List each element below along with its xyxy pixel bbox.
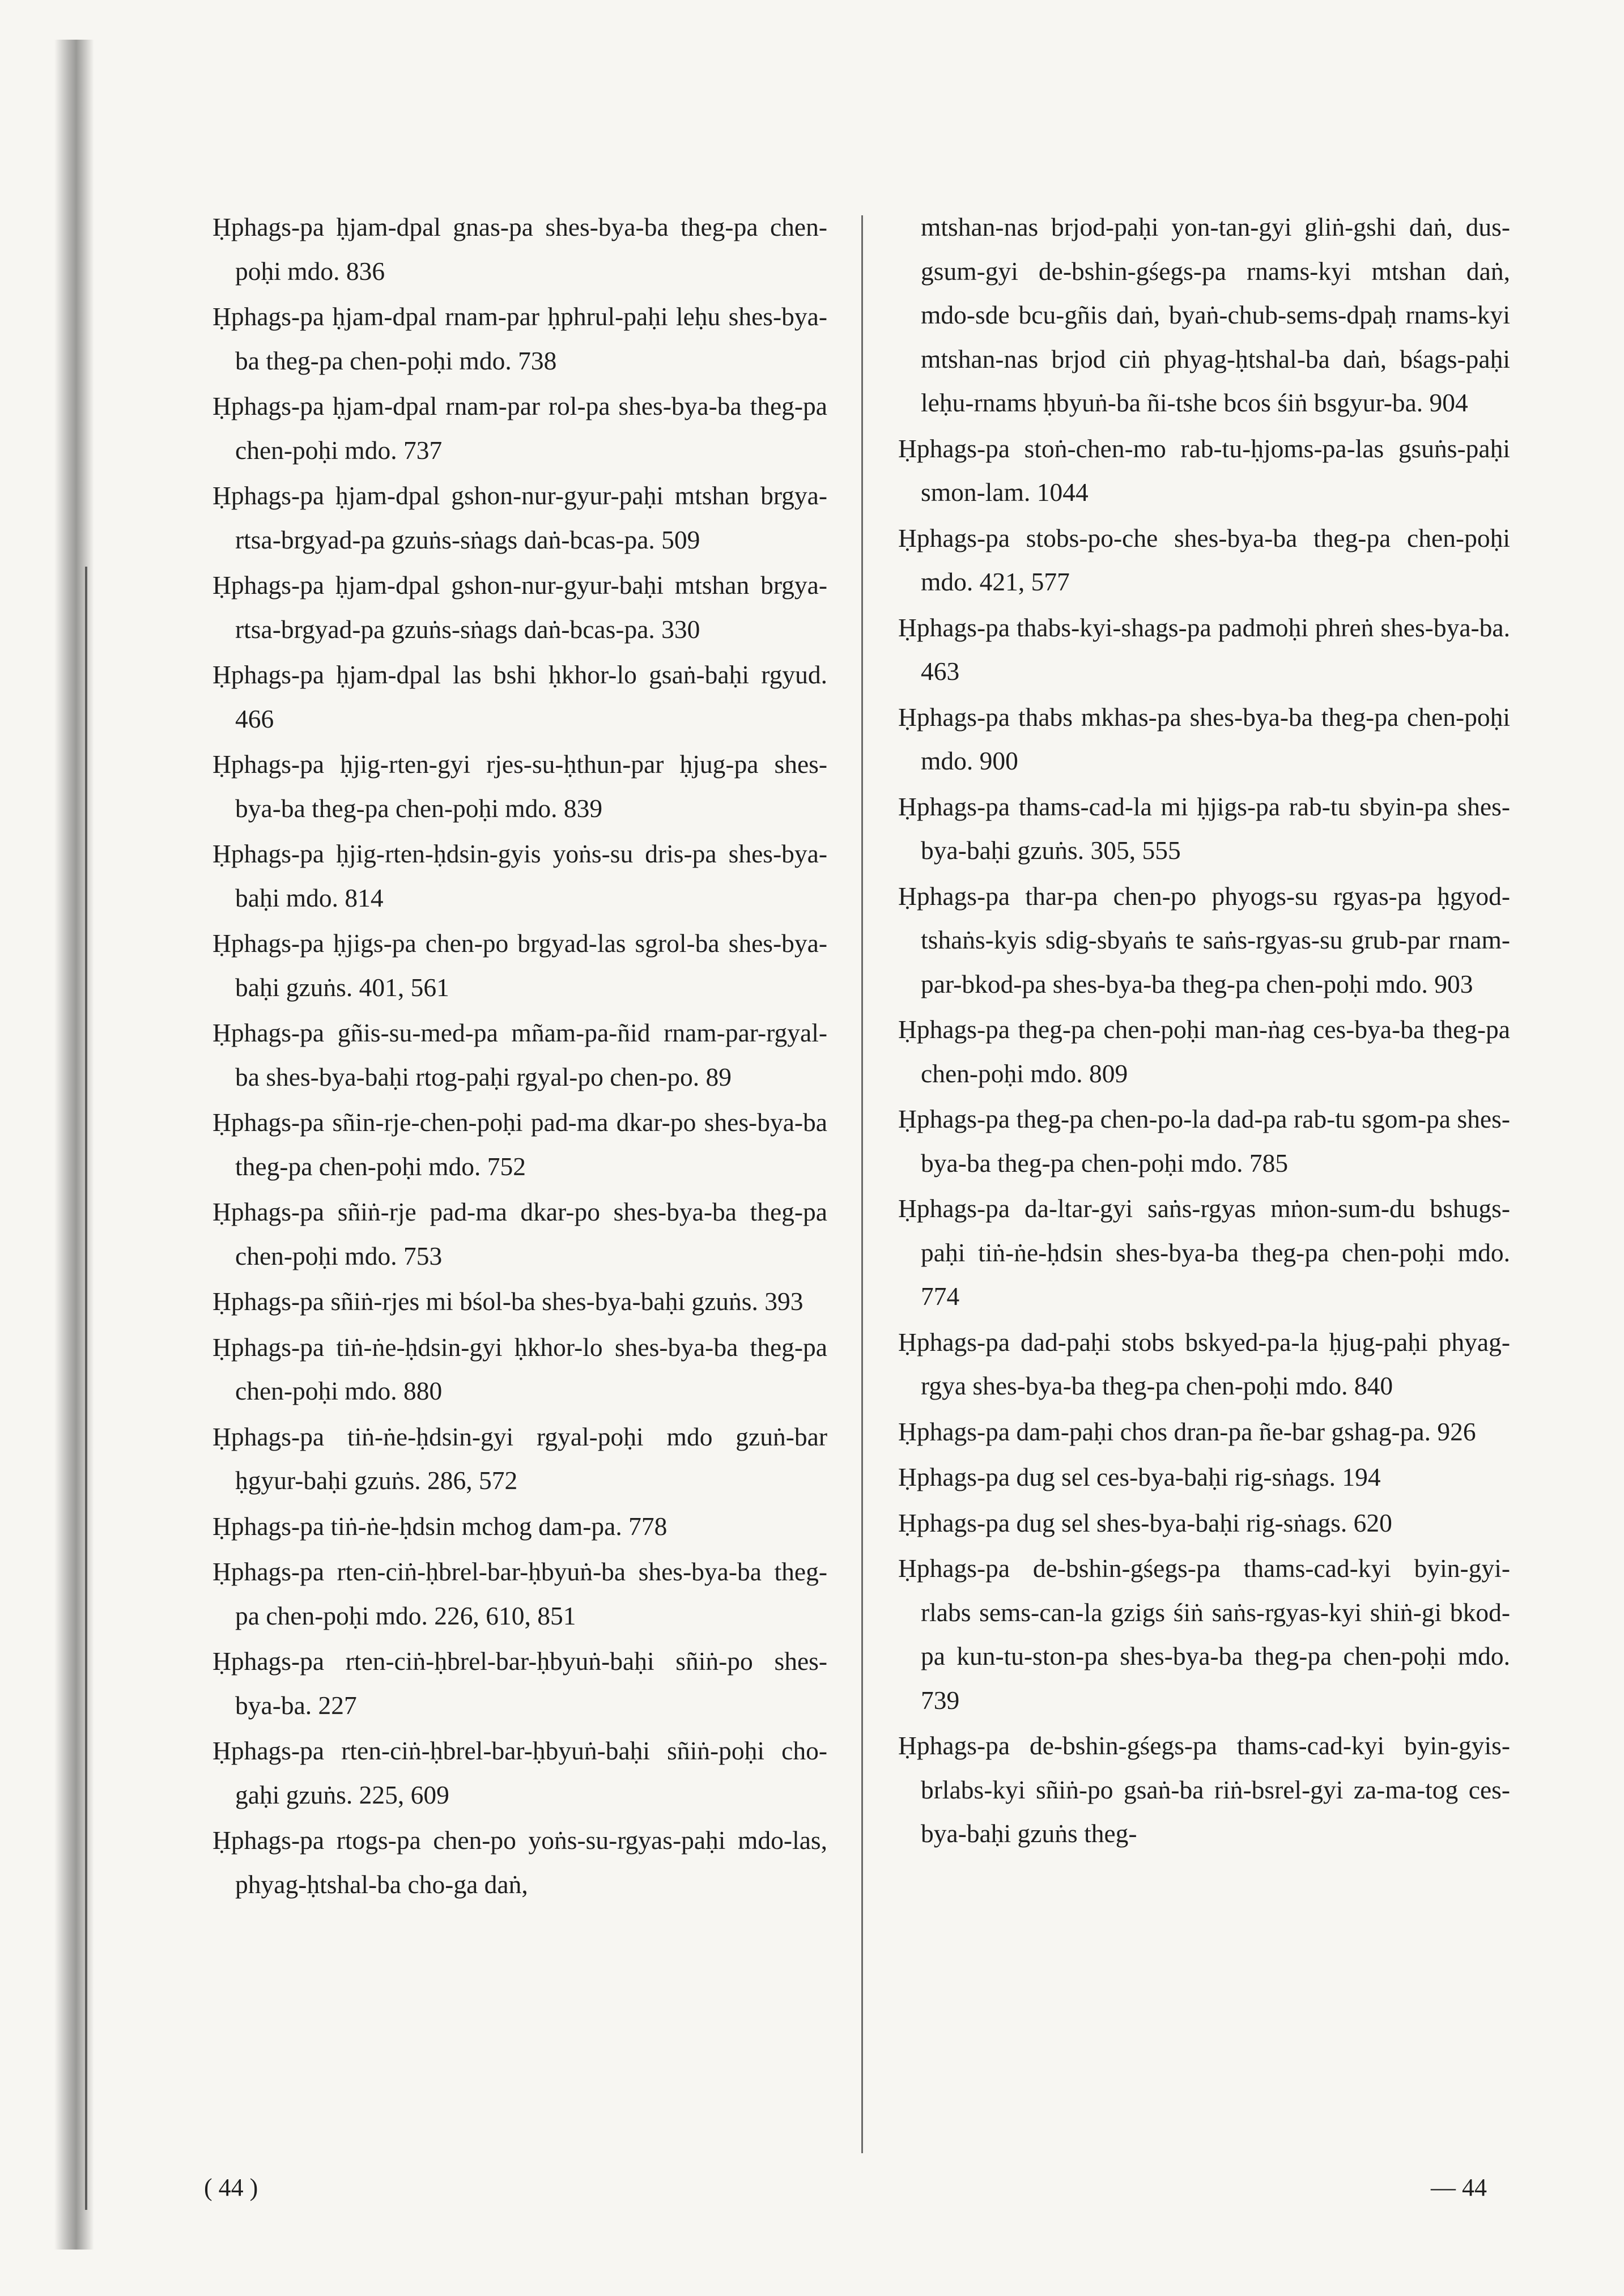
index-entry-continuation: mtshan-nas brjod-paḥi yon-tan-gyi gliṅ-gshi daṅ, dus-gsum-gyi de-bshin-gśegs-pa rnams-kyi mtshan daṅ, mdo-sde bcu-gñis daṅ, byaṅ-chub-sems-dpaḥ rnams-kyi mtshan-nas brjod ciṅ phyag-ḥtshal-ba daṅ, bśags-paḥi leḥu-rnams ḥbyuṅ-ba ñi-tshe bcos śiṅ bsgyur-ba. 904: [921, 212, 1510, 417]
index-entry: Ḥphags-pa de-bshin-gśegs-pa thams-cad-kyi byin-gyi-rlabs sems-can-la gzigs śiṅ saṅs-rgyas-kyi shiṅ-gi bkod-pa kun-tu-ston-pa shes-bya-ba theg-pa chen-poḥi mdo. 739: [898, 1554, 1510, 1715]
index-entry: Ḥphags-pa dam-paḥi chos dran-pa ñe-bar gshag-pa. 926: [898, 1417, 1476, 1446]
index-entry: Ḥphags-pa ḥjam-dpal rnam-par ḥphrul-paḥi leḥu shes-bya-ba theg-pa chen-poḥi mdo. 738: [212, 302, 827, 375]
index-entry: Ḥphags-pa de-bshin-gśegs-pa thams-cad-kyi byin-gyis-brlabs-kyi sñiṅ-po gsaṅ-ba riṅ-bsrel-gyi za-ma-tog ces-bya-baḥi gzuṅs theg-: [898, 1731, 1510, 1848]
index-entry: Ḥphags-pa sñiṅ-rjes mi bśol-ba shes-bya-baḥi gzuṅs. 393: [212, 1287, 804, 1316]
index-entry: Ḥphags-pa rten-ciṅ-ḥbrel-bar-ḥbyuṅ-ba shes-bya-ba theg-pa chen-poḥi mdo. 226, 610, 851: [212, 1557, 827, 1630]
index-entry: Ḥphags-pa ḥjam-dpal gnas-pa shes-bya-ba theg-pa chen-poḥi mdo. 836: [212, 212, 827, 286]
index-entry: Ḥphags-pa ḥjam-dpal rnam-par rol-pa shes-bya-ba theg-pa chen-poḥi mdo. 737: [212, 392, 827, 465]
index-entry: Ḥphags-pa dad-paḥi stobs bskyed-pa-la ḥjug-paḥi phyag-rgya shes-bya-ba theg-pa chen-poḥi mdo. 840: [898, 1327, 1510, 1400]
index-entry: Ḥphags-pa theg-pa chen-poḥi man-ṅag ces-bya-ba theg-pa chen-poḥi mdo. 809: [898, 1015, 1510, 1088]
column-divider: [861, 215, 863, 2153]
index-entry: Ḥphags-pa ḥjigs-pa chen-po brgyad-las sgrol-ba shes-bya-baḥi gzuṅs. 401, 561: [212, 929, 827, 1002]
index-entry: Ḥphags-pa rten-ciṅ-ḥbrel-bar-ḥbyuṅ-baḥi sñiṅ-po shes-bya-ba. 227: [212, 1647, 827, 1720]
index-entry: Ḥphags-pa tiṅ-ṅe-ḥdsin-gyi rgyal-poḥi mdo gzuṅ-bar ḥgyur-baḥi gzuṅs. 286, 572: [212, 1422, 827, 1495]
index-entry: Ḥphags-pa gñis-su-med-pa mñam-pa-ñid rnam-par-rgyal-ba shes-bya-baḥi rtog-paḥi rgyal-po chen-po. 89: [212, 1018, 827, 1091]
index-entry: Ḥphags-pa thams-cad-la mi ḥjigs-pa rab-tu sbyin-pa shes-bya-baḥi gzuṅs. 305, 555: [898, 792, 1510, 865]
index-entry: Ḥphags-pa sñiṅ-rje pad-ma dkar-po shes-bya-ba theg-pa chen-poḥi mdo. 753: [212, 1197, 827, 1270]
index-entry: Ḥphags-pa ḥjam-dpal gshon-nur-gyur-paḥi mtshan brgya-rtsa-brgyad-pa gzuṅs-sṅags daṅ-bcas-pa. 509: [212, 481, 827, 554]
index-entry: Ḥphags-pa ḥjam-dpal gshon-nur-gyur-baḥi mtshan brgya-rtsa-brgyad-pa gzuṅs-sṅags daṅ-bcas-pa. 330: [212, 571, 827, 644]
index-entry: Ḥphags-pa da-ltar-gyi saṅs-rgyas mṅon-sum-du bshugs-paḥi tiṅ-ṅe-ḥdsin shes-bya-ba theg-pa chen-poḥi mdo. 774: [898, 1194, 1510, 1311]
page-number-right: — 44: [1431, 2174, 1487, 2201]
index-entry: Ḥphags-pa tiṅ-ṅe-ḥdsin-gyi ḥkhor-lo shes-bya-ba theg-pa chen-poḥi mdo. 880: [212, 1332, 827, 1405]
index-entry: Ḥphags-pa stoṅ-chen-mo rab-tu-ḥjoms-pa-las gsuṅs-paḥi smon-lam. 1044: [898, 433, 1510, 507]
index-entry: Ḥphags-pa dug sel shes-bya-baḥi rig-sṅags. 620: [898, 1508, 1392, 1537]
page-binding-shadow: [54, 40, 94, 2250]
right-column: [898, 205, 1510, 1857]
index-entry: Ḥphags-pa thar-pa chen-po phyogs-su rgyas-pa ḥgyod-tshaṅs-kyis sdig-sbyaṅs te saṅs-rgyas-su grub-par rnam-par-bkod-pa shes-bya-ba theg-pa chen-poḥi mdo. 903: [898, 881, 1510, 998]
index-entry: Ḥphags-pa rten-ciṅ-ḥbrel-bar-ḥbyuṅ-baḥi sñiṅ-poḥi cho-gaḥi gzuṅs. 225, 609: [212, 1736, 827, 1809]
index-entry: Ḥphags-pa rtogs-pa chen-po yoṅs-su-rgyas-paḥi mdo-las, phyag-ḥtshal-ba cho-ga daṅ,: [212, 1826, 827, 1899]
index-entry: Ḥphags-pa sñin-rje-chen-poḥi pad-ma dkar-po shes-bya-ba theg-pa chen-poḥi mdo. 752: [212, 1108, 827, 1181]
index-entry: Ḥphags-pa stobs-po-che shes-bya-ba theg-pa chen-poḥi mdo. 421, 577: [898, 523, 1510, 596]
index-entry: Ḥphags-pa thabs-kyi-shags-pa padmoḥi phreṅ shes-bya-ba. 463: [898, 613, 1510, 686]
index-entry: Ḥphags-pa ḥjig-rten-gyi rjes-su-ḥthun-par ḥjug-pa shes-bya-ba theg-pa chen-poḥi mdo. 839: [212, 750, 827, 823]
index-entry: Ḥphags-pa tiṅ-ṅe-ḥdsin mchog dam-pa. 778: [212, 1511, 668, 1541]
page-number-left: ( 44 ): [204, 2174, 258, 2201]
index-entry: Ḥphags-pa thabs mkhas-pa shes-bya-ba theg-pa chen-poḥi mdo. 900: [898, 702, 1510, 775]
index-entry: Ḥphags-pa dug sel ces-bya-baḥi rig-sṅags. 194: [898, 1462, 1381, 1491]
index-entry: Ḥphags-pa theg-pa chen-po-la dad-pa rab-tu sgom-pa shes-bya-ba theg-pa chen-poḥi mdo. 785: [898, 1104, 1510, 1177]
index-entry: Ḥphags-pa ḥjam-dpal las bshi ḥkhor-lo gsaṅ-baḥi rgyud. 466: [212, 660, 827, 733]
binding-edge-line: [85, 567, 87, 2210]
left-column: [212, 205, 827, 1908]
index-entry: Ḥphags-pa ḥjig-rten-ḥdsin-gyis yoṅs-su dris-pa shes-bya-baḥi mdo. 814: [212, 839, 827, 912]
